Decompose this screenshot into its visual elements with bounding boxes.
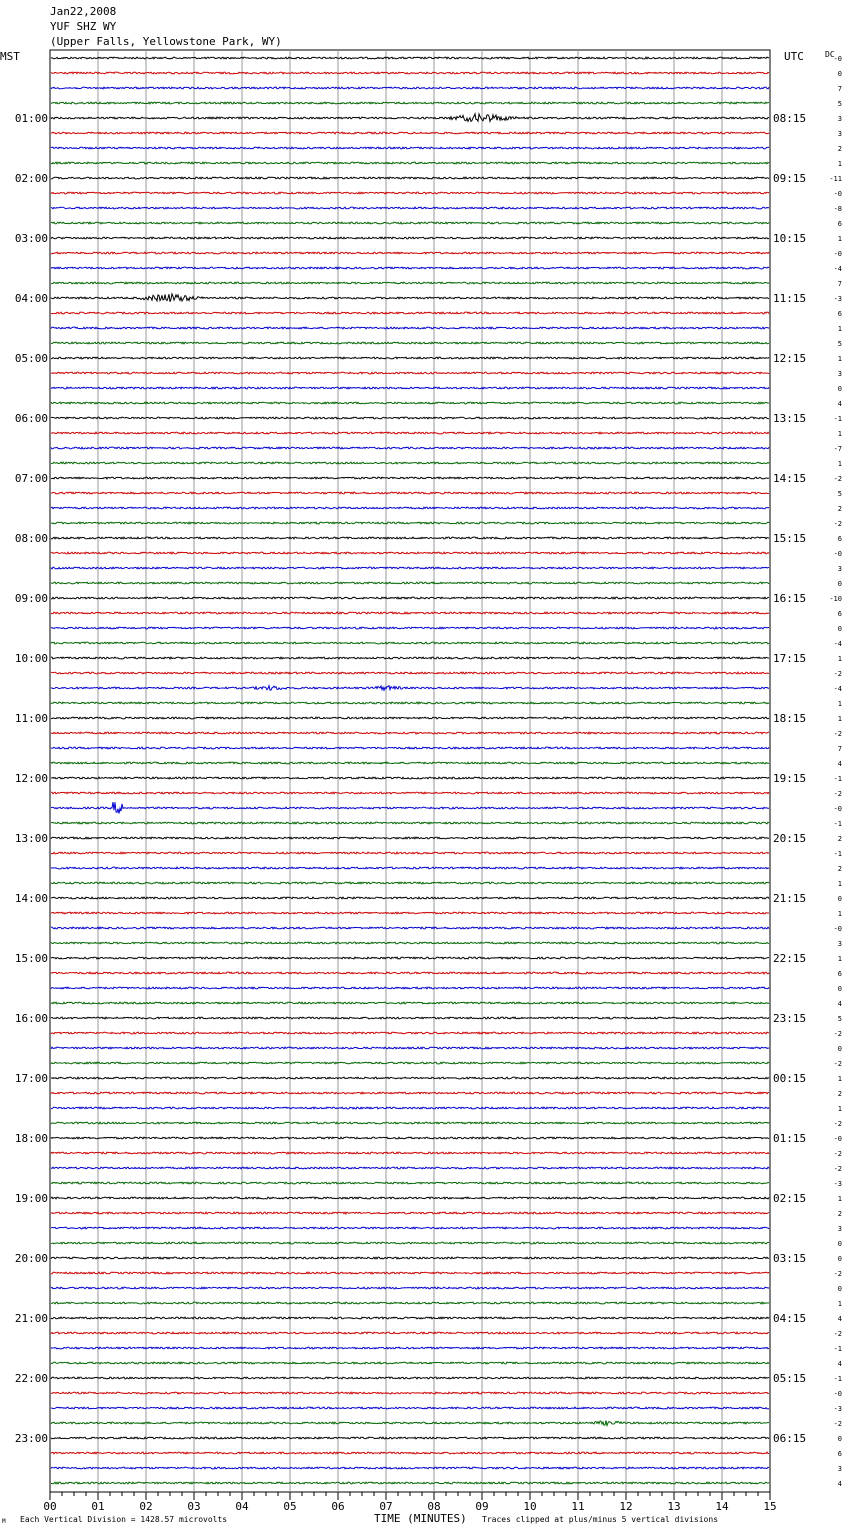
dc-offset-label: -2 <box>833 520 842 528</box>
seismic-trace <box>51 747 769 749</box>
mst-hour-label: 06:00 <box>14 412 48 425</box>
mst-hour-label: 22:00 <box>14 1372 48 1385</box>
seismic-trace <box>51 312 769 314</box>
dc-offset-label: -11 <box>829 175 842 183</box>
dc-offset-label: 2 <box>837 835 842 843</box>
plot-frame <box>50 50 770 1492</box>
seismic-trace <box>51 1407 769 1409</box>
utc-hour-label: 09:15 <box>773 172 807 185</box>
dc-offset-label: -4 <box>833 265 842 273</box>
utc-hour-label: 00:15 <box>773 1072 807 1085</box>
seismic-trace <box>51 1167 769 1169</box>
utc-hour-label: 21:15 <box>773 892 807 905</box>
seismic-trace <box>51 1212 769 1214</box>
seismic-trace <box>51 162 769 164</box>
mst-hour-label: 10:00 <box>14 652 48 665</box>
dc-offset-label: 1 <box>837 955 842 963</box>
seismic-trace <box>51 447 769 449</box>
x-tick-label: 10 <box>523 1500 537 1513</box>
dc-offset-label: -3 <box>833 1180 842 1188</box>
dc-offset-label: 5 <box>837 340 842 348</box>
dc-offset-label: 0 <box>837 1285 842 1293</box>
seismic-trace <box>51 702 769 704</box>
dc-offset-label: -2 <box>833 1270 842 1278</box>
dc-offset-label: 0 <box>837 1240 842 1248</box>
seismic-trace <box>51 927 769 929</box>
utc-hour-label: 19:15 <box>773 772 807 785</box>
utc-hour-label: 15:15 <box>773 532 807 545</box>
x-tick-label: 03 <box>187 1500 201 1513</box>
mst-hour-label: 12:00 <box>14 772 48 785</box>
dc-offset-label: 1 <box>837 700 842 708</box>
utc-hour-label: 14:15 <box>773 472 807 485</box>
mst-hour-label: 11:00 <box>14 712 48 725</box>
seismic-trace <box>51 1437 769 1439</box>
seismic-trace <box>51 1107 769 1109</box>
seismic-trace <box>51 492 769 494</box>
seismic-trace <box>51 327 769 329</box>
utc-hour-label: 02:15 <box>773 1192 807 1205</box>
dc-offset-label: 1 <box>837 1195 842 1203</box>
seismic-trace <box>51 1467 769 1469</box>
utc-hour-label: 08:15 <box>773 112 807 125</box>
seismic-trace <box>51 432 769 434</box>
dc-offset-label: 2 <box>837 1090 842 1098</box>
seismic-trace <box>51 1017 769 1019</box>
mst-hour-label: 07:00 <box>14 472 48 485</box>
x-tick-label: 09 <box>475 1500 489 1513</box>
seismic-trace <box>51 1077 769 1079</box>
seismic-trace <box>51 612 769 614</box>
seismic-trace <box>51 462 769 464</box>
seismic-trace <box>51 267 769 269</box>
dc-offset-label: 4 <box>837 760 842 768</box>
dc-offset-label: 4 <box>837 1315 842 1323</box>
x-axis-title: TIME (MINUTES) <box>374 1512 467 1525</box>
seismic-trace <box>51 972 769 974</box>
dc-offset-label: 1 <box>837 460 842 468</box>
mst-hour-label: 20:00 <box>14 1252 48 1265</box>
dc-offset-label: -8 <box>833 205 842 213</box>
seismic-trace <box>51 762 769 764</box>
dc-offset-label: 5 <box>837 1015 842 1023</box>
x-tick-label: 08 <box>427 1500 441 1513</box>
dc-offset-label: 3 <box>837 940 842 948</box>
seismic-trace <box>51 1392 769 1394</box>
mst-hour-label: 01:00 <box>14 112 48 125</box>
dc-offset-label: 2 <box>837 505 842 513</box>
mst-hour-label: 16:00 <box>14 1012 48 1025</box>
header-location: (Upper Falls, Yellowstone Park, WY) <box>50 35 282 48</box>
dc-offset-label: -0 <box>833 925 842 933</box>
utc-hour-label: 13:15 <box>773 412 807 425</box>
x-tick-label: 14 <box>715 1500 729 1513</box>
utc-hour-label: 01:15 <box>773 1132 807 1145</box>
dc-offset-label: 0 <box>837 1045 842 1053</box>
dc-offset-label: -2 <box>833 475 842 483</box>
seismic-trace <box>51 1032 769 1034</box>
mst-hour-label: 08:00 <box>14 532 48 545</box>
seismic-trace <box>51 1257 769 1259</box>
seismic-trace <box>51 1182 769 1184</box>
seismic-trace <box>51 237 769 239</box>
dc-offset-label: -0 <box>833 1390 842 1398</box>
dc-offset-label: 4 <box>837 1480 842 1488</box>
dc-offset-label: -2 <box>833 1120 842 1128</box>
clipping-note: Traces clipped at plus/minus 5 vertical divisions <box>482 1515 719 1524</box>
dc-offset-label: 2 <box>837 1210 842 1218</box>
dc-offset-label: 1 <box>837 715 842 723</box>
seismic-trace <box>51 1347 769 1349</box>
dc-offset-label: -2 <box>833 670 842 678</box>
dc-offset-label: 6 <box>837 310 842 318</box>
seismic-trace <box>51 1317 769 1319</box>
seismic-trace <box>51 1152 769 1154</box>
seismic-trace <box>51 1062 769 1064</box>
seismic-trace <box>51 792 769 794</box>
dc-offset-label: -1 <box>833 775 842 783</box>
mst-hour-label: 02:00 <box>14 172 48 185</box>
dc-offset-label: 3 <box>837 565 842 573</box>
dc-offset-label: -0 <box>833 550 842 558</box>
mst-hour-label: 23:00 <box>14 1432 48 1445</box>
utc-hour-label: 06:15 <box>773 1432 807 1445</box>
dc-offset-label: 0 <box>837 385 842 393</box>
seismic-trace <box>51 282 769 284</box>
dc-offset-label: -3 <box>833 1405 842 1413</box>
seismic-trace <box>51 1482 769 1484</box>
seismic-trace <box>51 897 769 899</box>
seismic-trace <box>51 387 769 389</box>
seismic-trace <box>51 732 769 734</box>
utc-hour-label: 05:15 <box>773 1372 807 1385</box>
seismic-trace <box>51 132 769 134</box>
dc-offset-label: 1 <box>837 235 842 243</box>
dc-offset-label: 1 <box>837 910 842 918</box>
seismic-trace <box>51 822 769 824</box>
seismic-trace <box>51 252 769 254</box>
seismic-trace <box>51 102 769 104</box>
dc-offset-label: -2 <box>833 1165 842 1173</box>
seismic-trace <box>51 627 769 629</box>
seismic-trace <box>51 1227 769 1229</box>
dc-offset-label: -7 <box>833 445 842 453</box>
seismic-trace <box>51 1362 769 1364</box>
seismic-trace <box>51 207 769 209</box>
header-station: YUF SHZ WY <box>50 20 117 33</box>
utc-hour-label: 18:15 <box>773 712 807 725</box>
dc-offset-label: 1 <box>837 160 842 168</box>
mst-axis-label: MST <box>0 50 20 63</box>
dc-offset-label: 2 <box>837 865 842 873</box>
mst-hour-label: 13:00 <box>14 832 48 845</box>
dc-offset-label: 0 <box>837 625 842 633</box>
dc-offset-label: 0 <box>837 1255 842 1263</box>
dc-offset-label: 3 <box>837 370 842 378</box>
x-tick-label: 07 <box>379 1500 393 1513</box>
dc-offset-label: -4 <box>833 685 842 693</box>
dc-offset-label: 6 <box>837 610 842 618</box>
dc-offset-label: 1 <box>837 1105 842 1113</box>
seismic-trace <box>51 882 769 884</box>
seismic-trace <box>51 342 769 344</box>
dc-offset-label: -1 <box>833 1375 842 1383</box>
mst-hour-label: 09:00 <box>14 592 48 605</box>
mst-hour-label: 04:00 <box>14 292 48 305</box>
dc-offset-label: -0 <box>833 805 842 813</box>
utc-hour-label: 03:15 <box>773 1252 807 1265</box>
x-tick-label: 13 <box>667 1500 681 1513</box>
x-tick-label: 02 <box>139 1500 153 1513</box>
dc-offset-label: 5 <box>837 490 842 498</box>
dc-offset-label: -1 <box>833 850 842 858</box>
dc-offset-label: -2 <box>833 1420 842 1428</box>
seismic-trace <box>51 87 769 89</box>
seismic-trace <box>51 372 769 374</box>
dc-offset-label: 0 <box>837 985 842 993</box>
x-tick-label: 05 <box>283 1500 297 1513</box>
dc-offset-label: 6 <box>837 220 842 228</box>
seismic-trace <box>51 147 769 149</box>
seismic-trace <box>51 192 769 194</box>
dc-offset-label: -0 <box>833 55 842 63</box>
seismic-trace <box>51 837 769 839</box>
dc-offset-label: -1 <box>833 415 842 423</box>
seismic-trace <box>51 477 769 479</box>
utc-hour-label: 04:15 <box>773 1312 807 1325</box>
mst-hour-label: 19:00 <box>14 1192 48 1205</box>
seismic-trace <box>51 1272 769 1274</box>
dc-offset-label: 1 <box>837 655 842 663</box>
dc-offset-label: 1 <box>837 355 842 363</box>
footer-mark: M <box>2 1518 6 1525</box>
dc-offset-label: 7 <box>837 85 842 93</box>
dc-offset-label: -2 <box>833 1060 842 1068</box>
dc-offset-label: 4 <box>837 400 842 408</box>
seismic-trace <box>51 867 769 869</box>
dc-offset-label: 2 <box>837 145 842 153</box>
mst-hour-label: 03:00 <box>14 232 48 245</box>
dc-offset-label: -0 <box>833 190 842 198</box>
seismic-trace <box>51 417 769 419</box>
seismic-trace <box>51 957 769 959</box>
dc-offset-label: 3 <box>837 130 842 138</box>
mst-hour-label: 18:00 <box>14 1132 48 1145</box>
seismic-trace <box>51 537 769 539</box>
x-tick-label: 00 <box>43 1500 57 1513</box>
mst-hour-label: 17:00 <box>14 1072 48 1085</box>
dc-offset-label: 7 <box>837 280 842 288</box>
dc-offset-label: 1 <box>837 1300 842 1308</box>
seismic-trace <box>51 1302 769 1304</box>
dc-offset-label: -2 <box>833 730 842 738</box>
seismic-trace <box>51 802 769 813</box>
seismic-trace <box>51 852 769 854</box>
seismic-trace <box>51 1332 769 1334</box>
dc-offset-label: 4 <box>837 1000 842 1008</box>
utc-hour-label: 23:15 <box>773 1012 807 1025</box>
seismic-trace <box>51 114 769 122</box>
dc-offset-label: 3 <box>837 115 842 123</box>
seismic-trace <box>51 222 769 224</box>
x-tick-label: 12 <box>619 1500 633 1513</box>
dc-offset-label: -2 <box>833 1150 842 1158</box>
dc-offset-label: -0 <box>833 250 842 258</box>
dc-offset-label: -4 <box>833 640 842 648</box>
dc-offset-label: 1 <box>837 325 842 333</box>
utc-hour-label: 20:15 <box>773 832 807 845</box>
seismic-trace <box>51 657 769 659</box>
seismic-trace <box>51 686 769 691</box>
seismic-trace <box>51 1377 769 1379</box>
mst-hour-label: 21:00 <box>14 1312 48 1325</box>
utc-hour-label: 16:15 <box>773 592 807 605</box>
seismic-trace <box>51 177 769 179</box>
dc-offset-label: 3 <box>837 1465 842 1473</box>
dc-offset-label: 4 <box>837 1360 842 1368</box>
dc-offset-label: 3 <box>837 1225 842 1233</box>
seismic-trace <box>51 1137 769 1139</box>
seismic-trace <box>51 72 769 74</box>
seismic-trace <box>51 57 769 59</box>
seismic-trace <box>51 1452 769 1454</box>
seismic-trace <box>51 597 769 599</box>
seismic-trace <box>51 357 769 359</box>
dc-offset-label: 0 <box>837 895 842 903</box>
dc-offset-label: 1 <box>837 880 842 888</box>
seismic-trace <box>51 1122 769 1124</box>
dc-offset-label: 5 <box>837 100 842 108</box>
x-tick-label: 01 <box>91 1500 105 1513</box>
dc-offset-label: -2 <box>833 1330 842 1338</box>
seismic-trace <box>51 402 769 404</box>
seismic-trace <box>51 507 769 509</box>
utc-hour-label: 12:15 <box>773 352 807 365</box>
dc-offset-label: -0 <box>833 1135 842 1143</box>
dc-column-label: DC <box>825 50 835 59</box>
header-date: Jan22,2008 <box>50 5 117 18</box>
dc-offset-label: -2 <box>833 790 842 798</box>
mst-hour-label: 15:00 <box>14 952 48 965</box>
seismic-trace <box>51 1287 769 1289</box>
seismic-trace <box>51 294 769 302</box>
dc-offset-label: -1 <box>833 1345 842 1353</box>
seismic-trace <box>51 1047 769 1049</box>
dc-offset-label: 6 <box>837 1450 842 1458</box>
utc-axis-label: UTC <box>784 50 804 63</box>
dc-offset-label: -10 <box>829 595 842 603</box>
mst-hour-label: 14:00 <box>14 892 48 905</box>
dc-offset-label: 7 <box>837 745 842 753</box>
seismic-trace <box>51 522 769 524</box>
dc-offset-label: 0 <box>837 580 842 588</box>
dc-offset-label: 0 <box>837 70 842 78</box>
x-tick-label: 04 <box>235 1500 249 1513</box>
vertical-division-note: Each Vertical Division = 1428.57 microvolts <box>20 1515 228 1524</box>
dc-offset-label: 6 <box>837 970 842 978</box>
x-tick-label: 15 <box>763 1500 777 1513</box>
seismic-trace <box>51 1002 769 1004</box>
seismic-trace <box>51 672 769 674</box>
dc-offset-label: 1 <box>837 430 842 438</box>
mst-hour-label: 05:00 <box>14 352 48 365</box>
dc-offset-label: -1 <box>833 820 842 828</box>
dc-offset-label: -3 <box>833 295 842 303</box>
seismic-trace <box>51 942 769 944</box>
seismic-trace <box>51 642 769 644</box>
seismic-trace <box>51 717 769 719</box>
seismic-trace <box>51 1197 769 1199</box>
seismic-trace <box>51 777 769 779</box>
dc-offset-label: 1 <box>837 1075 842 1083</box>
x-tick-label: 11 <box>571 1500 585 1513</box>
dc-offset-label: 6 <box>837 535 842 543</box>
seismic-trace <box>51 1092 769 1094</box>
utc-hour-label: 22:15 <box>773 952 807 965</box>
utc-hour-label: 17:15 <box>773 652 807 665</box>
seismic-trace <box>51 912 769 914</box>
utc-hour-label: 11:15 <box>773 292 807 305</box>
seismic-trace <box>51 1420 769 1425</box>
x-tick-label: 06 <box>331 1500 345 1513</box>
dc-offset-label: -2 <box>833 1030 842 1038</box>
seismic-trace <box>51 552 769 554</box>
seismic-trace <box>51 1242 769 1244</box>
seismic-trace <box>51 567 769 569</box>
dc-offset-label: 0 <box>837 1435 842 1443</box>
utc-hour-label: 10:15 <box>773 232 807 245</box>
seismic-trace <box>51 582 769 584</box>
seismic-trace <box>51 987 769 989</box>
